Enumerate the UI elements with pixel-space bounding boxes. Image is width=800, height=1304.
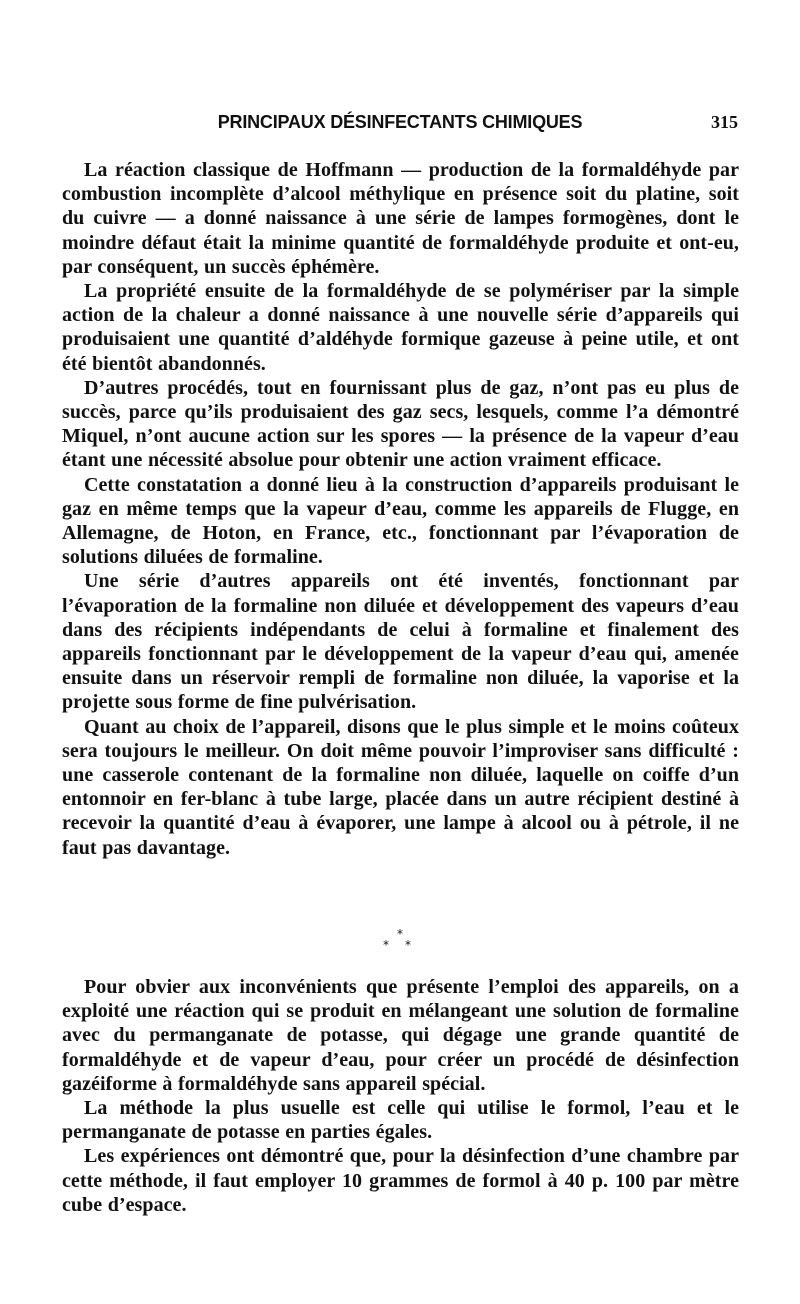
asterisk-right: * xyxy=(405,938,411,952)
running-header xyxy=(62,112,738,142)
asterisk-top: * xyxy=(397,927,403,941)
paragraph-hoffmann-reaction: La réaction classique de Hoffmann — production de la formaldéhyde par combustion incomplète d’alcool méthylique en présence soit du platine, soit du cuivre — a donné naissance à une série de lampes formogènes, dont le moindre défaut était la minime quantité de formaldéhyde produite et ont-eu, par conséquent, un succès éphémère. xyxy=(62,159,739,278)
paragraph-experiments: Les expériences ont démontré que, pour la désinfection d’une chambre par cette méthode, il faut employer 10 grammes de formol à 40 p. 100 par mètre cube d’espace. xyxy=(62,1145,739,1216)
paragraph-polymerization: La propriété ensuite de la formaldéhyde de se polymériser par la simple action de la chaleur a donné naissance à une nouvelle série d’appareils qui produisaient une quantité d’aldéhyde formique gazeuse à peine utile, et ont été bientôt abandonnés. xyxy=(62,280,739,375)
section-separator xyxy=(360,924,440,964)
asterisk-left: * xyxy=(383,938,389,952)
running-title: PRINCIPAUX DÉSINFECTANTS CHIMIQUES xyxy=(217,112,583,132)
paragraph-dry-gas-procedures: D’autres procédés, tout en fournissant plus de gaz, n’ont pas eu plus de succès, parce qu’ils produisaient des gaz secs, lesquels, comme l’a démontré Miquel, n’ont aucune action sur les spores — la présence de la vapeur d’eau étant une nécessité absolue pour obtenir une action vraiment efficace. xyxy=(62,376,739,472)
permanganate-method-section xyxy=(62,975,739,1217)
paragraph-usual-method: La méthode la plus usuelle est celle qui utilise le formol, l’eau et le permanganate de potasse en parties égales. xyxy=(62,1097,739,1144)
paragraph-permanganate-reaction: Pour obvier aux inconvénients que présente l’emploi des appareils, on a exploité une réaction qui se produit en mélangeant une solution de formaline avec du permanganate de potasse, qui dégage une grande quantité de formaldéhyde et de vapeur d’eau, pour créer un procédé de désinfection gazéiforme à formaldéhyde sans appareil spécial. xyxy=(62,976,739,1095)
paragraph-choice-of-apparatus: Quant au choix de l’appareil, disons que le plus simple et le moins coûteux sera toujours le meilleur. On doit même pouvoir l’improviser sans difficulté : une casserole contenant de la formaline non diluée, laquelle on coiffe d’un entonnoir en fer-blanc à tube large, placée dans un autre récipient destiné à recevoir la quantité d’eau à évaporer, une lampe à alcool ou à pétrole, il ne faut pas davantage. xyxy=(62,715,739,859)
paragraph-other-apparatus: Une série d’autres appareils ont été inventés, fonctionnant par l’évaporation de la formaline non diluée et développement des vapeurs d’eau dans des récipients indépendants de celui à formaline et finalement des appareils fonctionnant par le développement de la vapeur d’eau qui, amenée ensuite dans un réservoir rempli de formaline non diluée, la vaporise et la projette sous forme de fine pulvérisation. xyxy=(62,570,739,714)
main-text-section xyxy=(62,158,739,860)
paragraph-steam-apparatus: Cette constatation a donné lieu à la construction d’appareils produisant le gaz en même temps que la vapeur d’eau, comme les appareils de Flugge, en Allemagne, de Hoton, en France, etc., fonctionnant par l’évaporation de solutions diluées de formaline. xyxy=(62,473,739,569)
page-number: 315 xyxy=(711,112,738,132)
